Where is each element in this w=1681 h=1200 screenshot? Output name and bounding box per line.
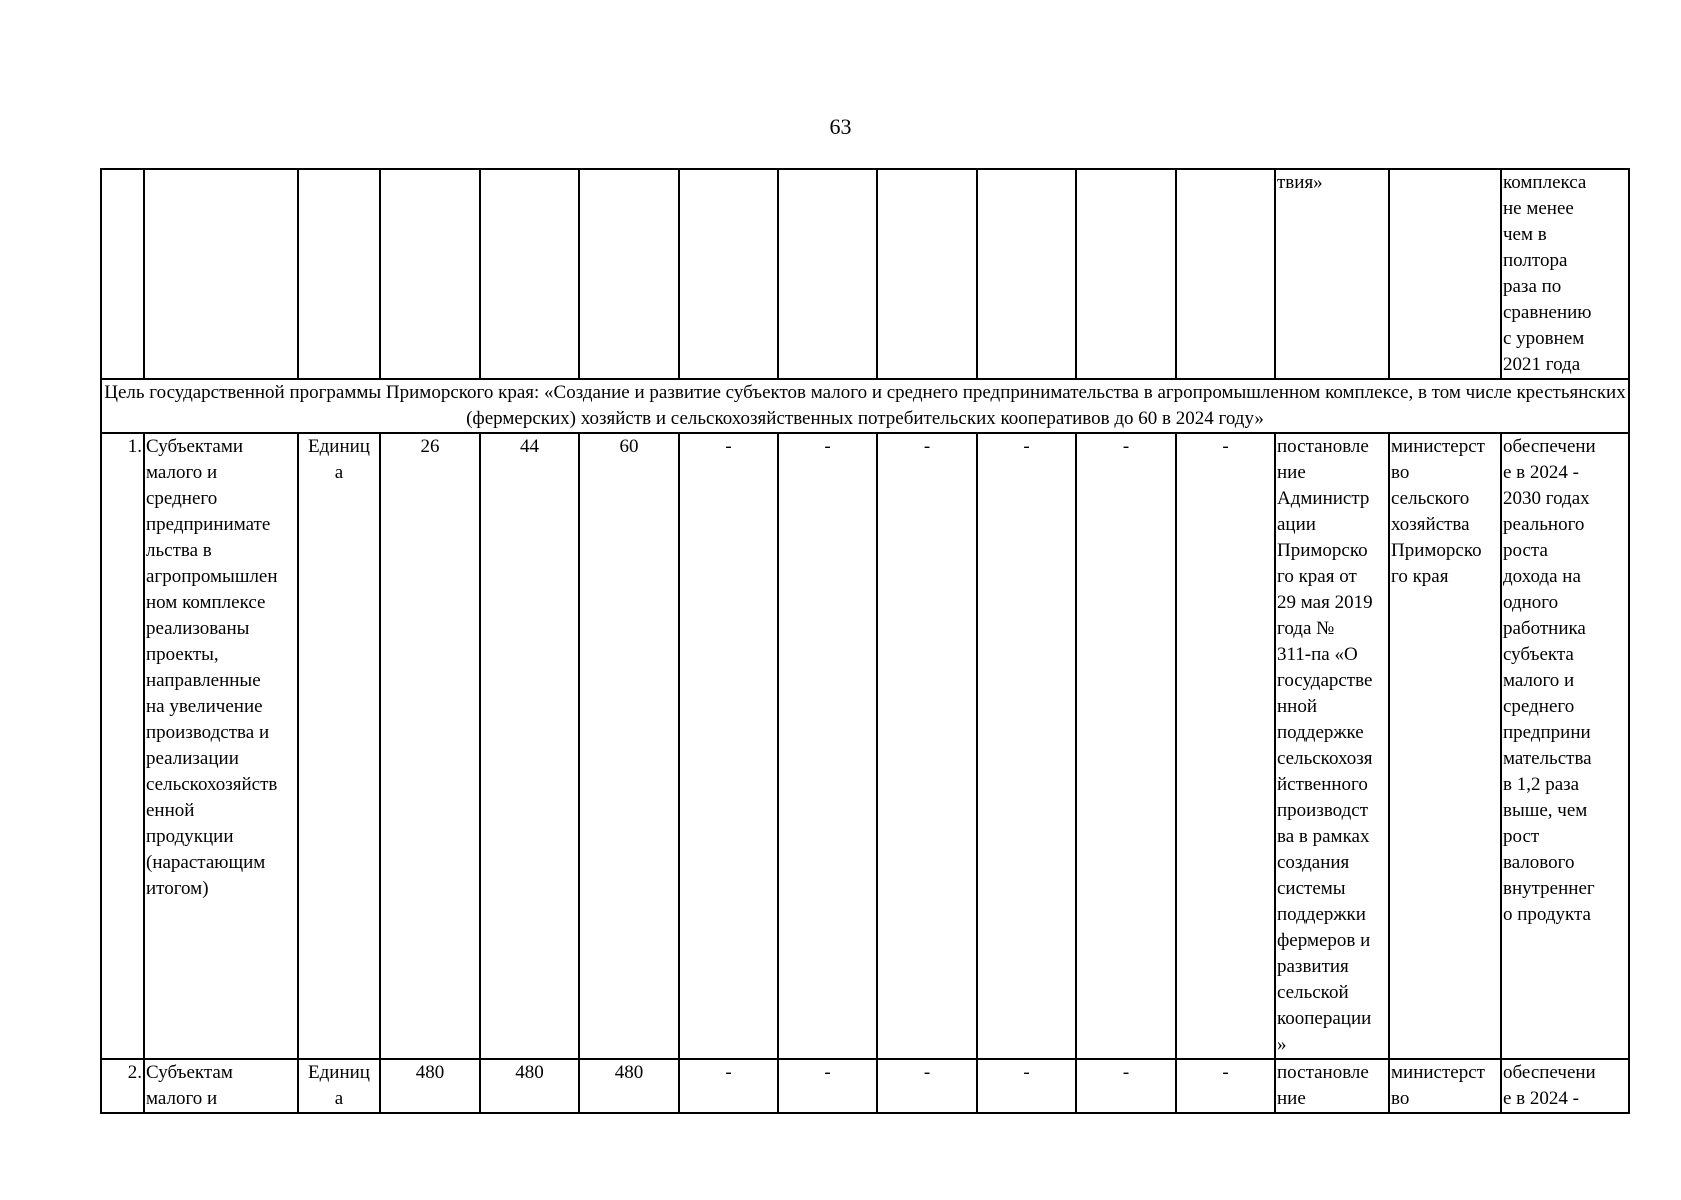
- cell-value: [679, 169, 778, 379]
- cell-unit: [298, 169, 380, 379]
- value-cell: 480: [480, 1059, 579, 1113]
- program-goal: Цель государственной программы Приморского края: «Создание и развитие субъектов малого и среднего предпринимательства в агропромышленном комплексе, в том числе крестьянских (фермерских) хозяйств и сельскохозяйственных потребительских кооперативов до 60 в 2024 году»: [101, 379, 1629, 433]
- cell-value: [1176, 169, 1275, 379]
- value-cell: -: [778, 1059, 877, 1113]
- row-number: 1.: [101, 433, 144, 1059]
- cell-legal-act: твия»: [1275, 169, 1389, 379]
- cell-value: [1076, 169, 1176, 379]
- legal-act: постановле ние: [1275, 1059, 1389, 1113]
- expected-result: обеспечени е в 2024 -: [1501, 1059, 1629, 1113]
- cell-responsible: [1389, 169, 1501, 379]
- value-cell: 480: [380, 1059, 480, 1113]
- table-row: [101, 433, 1629, 1059]
- cell-value: [877, 169, 977, 379]
- value-cell: -: [1176, 433, 1275, 1059]
- cell-name: [144, 169, 298, 379]
- cell-value: [778, 169, 877, 379]
- value-cell: -: [1076, 433, 1176, 1059]
- indicators-table: [100, 168, 1630, 1114]
- continuation-row: [101, 169, 1629, 379]
- value-cell: -: [877, 1059, 977, 1113]
- value-cell: -: [877, 433, 977, 1059]
- value-cell: 480: [579, 1059, 679, 1113]
- responsible-body: министерст во сельского хозяйства Приморско го края: [1389, 433, 1501, 1059]
- page-number: 63: [829, 114, 852, 139]
- value-cell: -: [778, 433, 877, 1059]
- unit-of-measure: Единиц а: [298, 433, 380, 1059]
- row-number: 2.: [101, 1059, 144, 1113]
- cell-value: [579, 169, 679, 379]
- cell-num: [101, 169, 144, 379]
- value-cell: 26: [380, 433, 480, 1059]
- responsible-body: министерст во: [1389, 1059, 1501, 1113]
- indicator-name: Субъектами малого и среднего предпринимате льства в агропромышлен ном комплексе реализованы проекты, направленные на увеличение производства и реализации сельскохозяйств енной продукции (нарастающим итогом): [144, 433, 298, 1059]
- value-cell: -: [679, 1059, 778, 1113]
- indicator-name: Субъектам малого и: [144, 1059, 298, 1113]
- legal-act: постановле ние Администр ации Приморско го края от 29 мая 2019 года № 311-па «О государстве нной поддержке сельскохозя йственного производст ва в рамках создания системы поддержки фермеров и развития сельской кооперации »: [1275, 433, 1389, 1059]
- cell-value: [480, 169, 579, 379]
- cell-value: [977, 169, 1076, 379]
- goal-row: [101, 379, 1629, 433]
- value-cell: 44: [480, 433, 579, 1059]
- value-cell: -: [1176, 1059, 1275, 1113]
- unit-of-measure: Единиц а: [298, 1059, 380, 1113]
- cell-result: комплекса не менее чем в полтора раза по сравнению с уровнем 2021 года: [1501, 169, 1629, 379]
- value-cell: 60: [579, 433, 679, 1059]
- expected-result: обеспечени е в 2024 - 2030 годах реального роста дохода на одного работника субъекта малого и среднего предприни мательства в 1,2 раза выше, чем рост валового внутреннег о продукта: [1501, 433, 1629, 1059]
- value-cell: -: [977, 1059, 1076, 1113]
- table-row: [101, 1059, 1629, 1113]
- cell-value: [380, 169, 480, 379]
- value-cell: -: [977, 433, 1076, 1059]
- value-cell: -: [679, 433, 778, 1059]
- value-cell: -: [1076, 1059, 1176, 1113]
